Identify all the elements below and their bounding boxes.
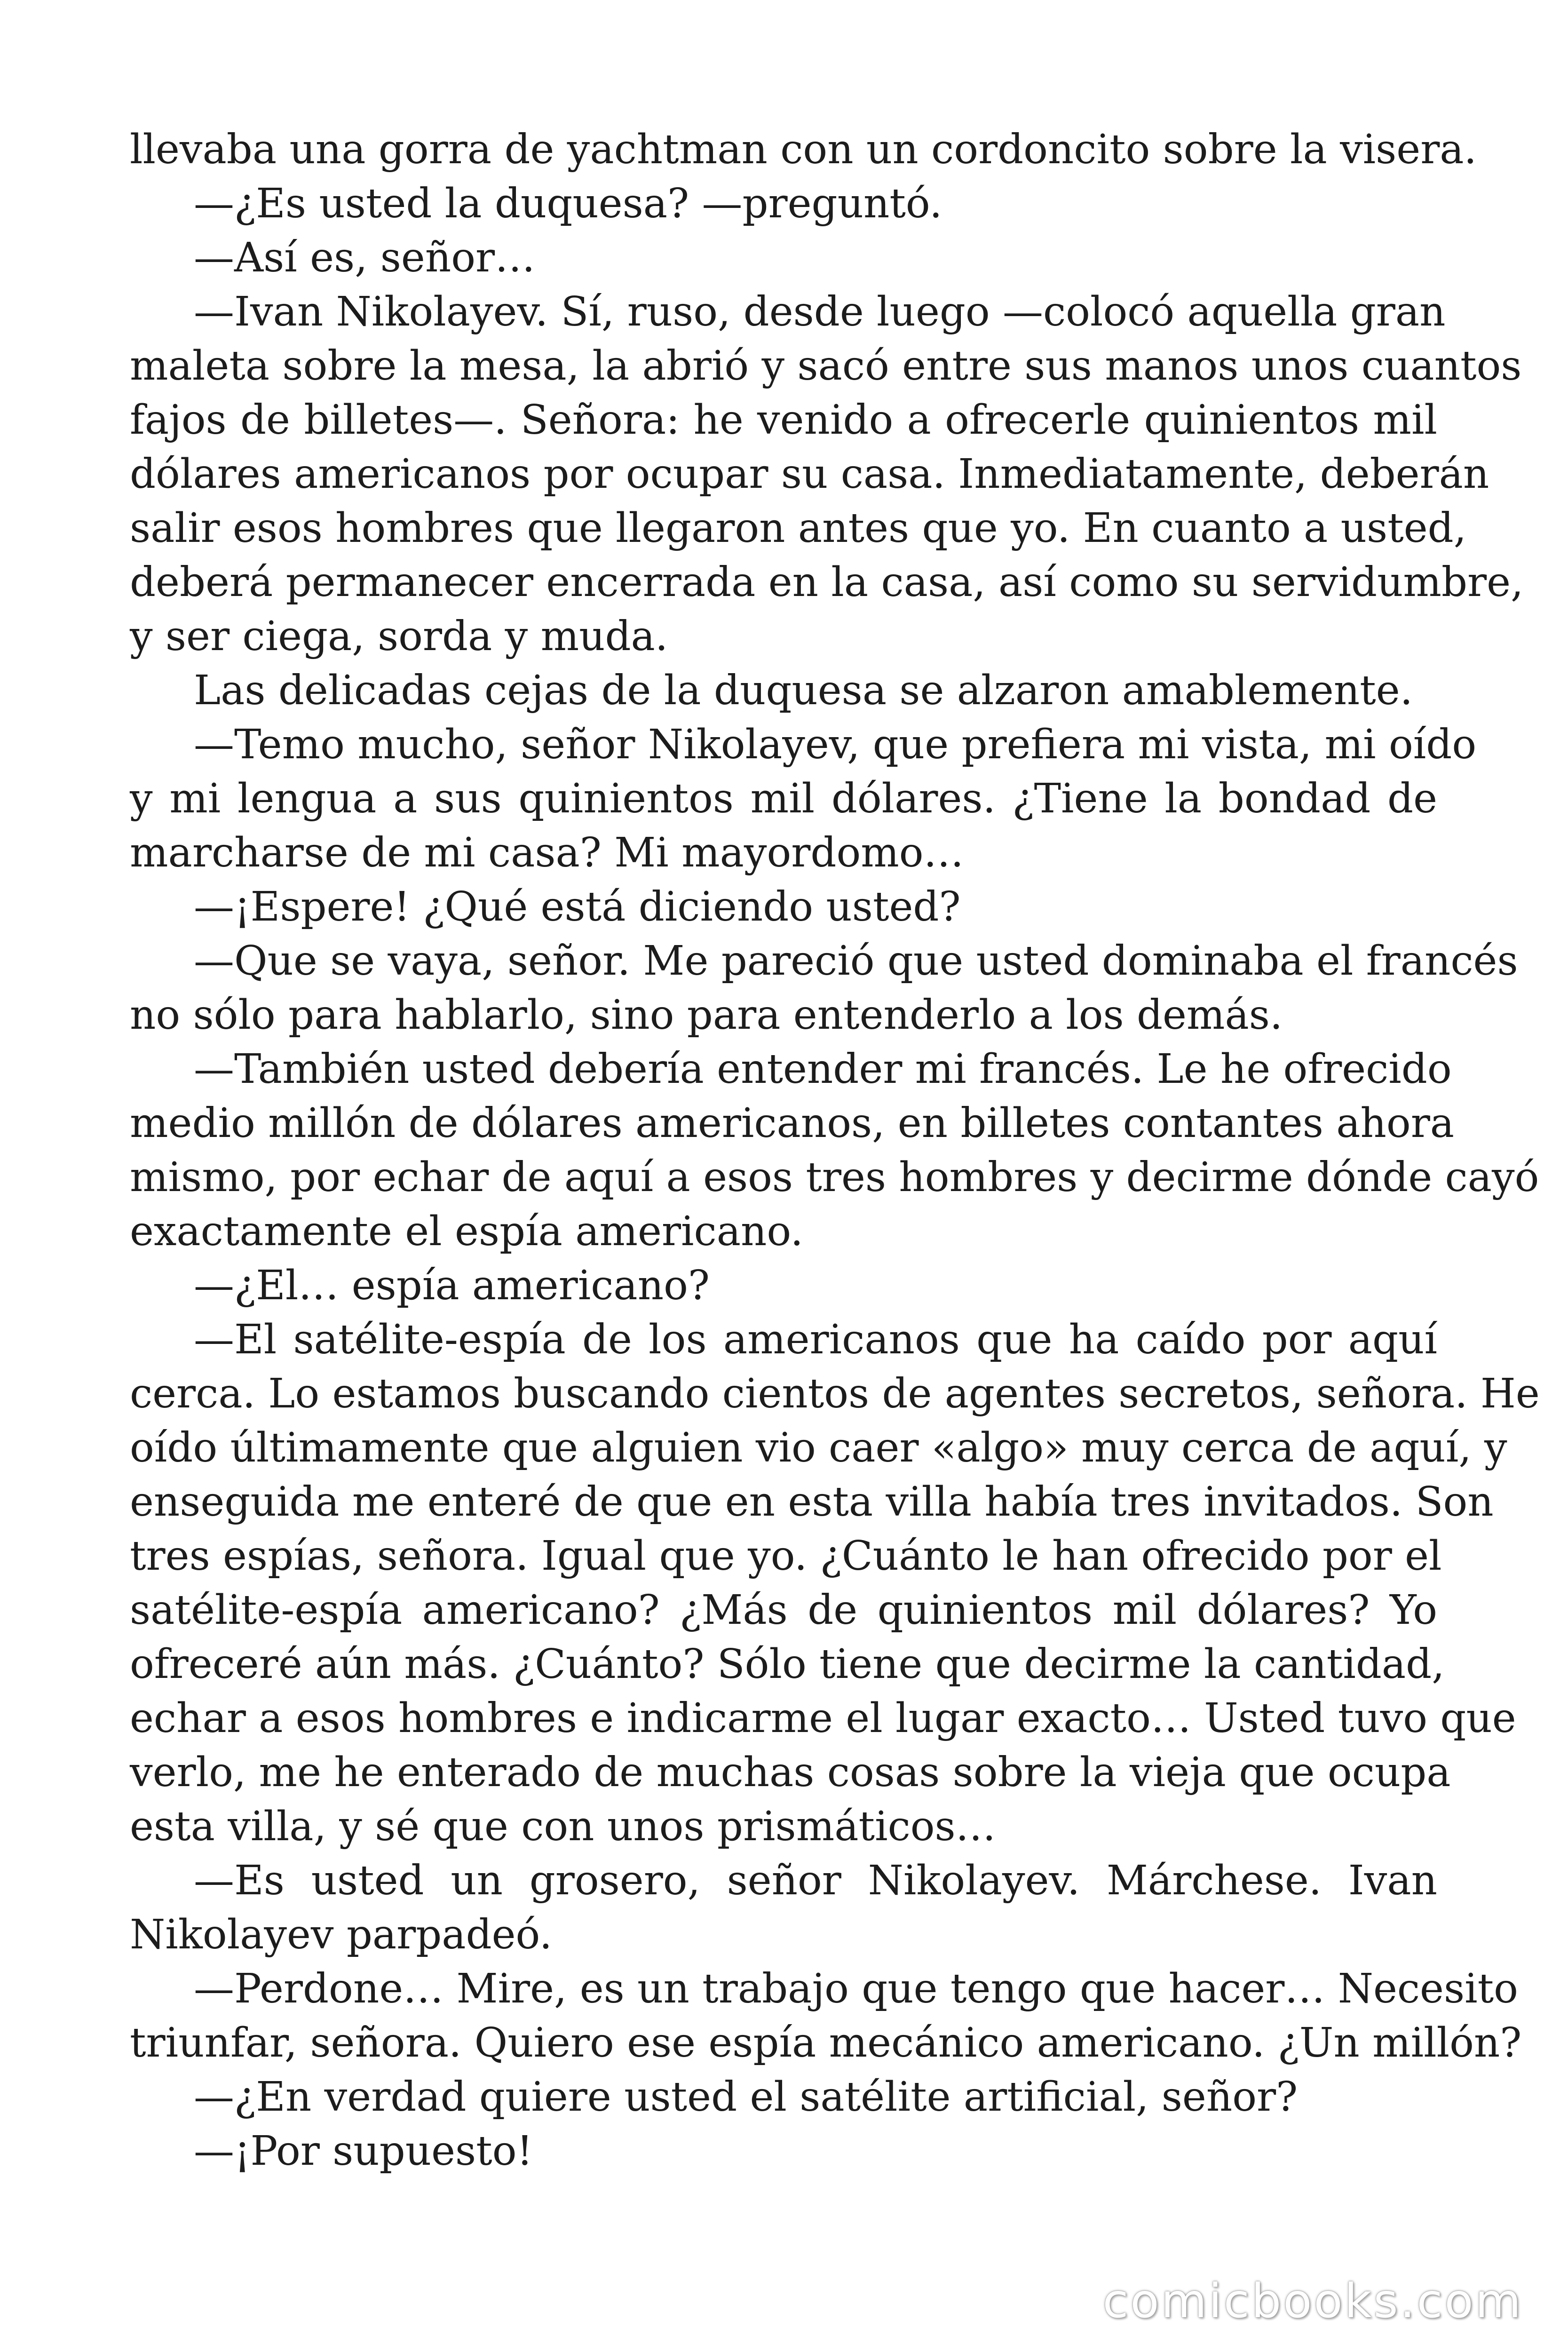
text-line: salir esos hombres que llegaron antes que yo. En cuanto a usted, — [130, 505, 1467, 552]
text-line: —Perdone… Mire, es un trabajo que tengo que hacer… Necesito — [194, 1965, 1518, 2012]
text-line: triunfar, señora. Quiero ese espía mecánico americano. ¿Un millón? — [130, 2019, 1522, 2066]
text-line: exactamente el espía americano. — [130, 1208, 803, 1255]
watermark-logo: comicbooks.com — [1102, 2273, 1523, 2328]
text-line: enseguida me enteré de que en esta villa había tres invitados. Son — [130, 1478, 1494, 1526]
text-line: y mi lengua a sus quinientos mil dólares. ¿Tiene la bondad de — [130, 775, 1437, 822]
text-line: cerca. Lo estamos buscando cientos de agentes secretos, señora. He — [130, 1370, 1540, 1417]
text-line: —¿En verdad quiere usted el satélite artificial, señor? — [194, 2074, 1298, 2121]
text-line: echar a esos hombres e indicarme el lugar exacto… Usted tuvo que — [130, 1695, 1516, 1742]
text-line: —¡Espere! ¿Qué está diciendo usted? — [194, 883, 961, 930]
text-line: —Que se vaya, señor. Me pareció que usted dominaba el francés — [194, 938, 1518, 985]
text-line: Las delicadas cejas de la duquesa se alzaron amablemente. — [194, 667, 1413, 714]
text-line: esta villa, y sé que con unos prismáticos… — [130, 1803, 996, 1850]
text-line: oído últimamente que alguien vio caer «algo» muy cerca de aquí, y — [130, 1424, 1507, 1471]
text-line: —Así es, señor… — [194, 234, 536, 281]
text-line: llevaba una gorra de yachtman con un cordoncito sobre la visera. — [130, 126, 1477, 173]
text-line: —¡Por supuesto! — [194, 2128, 533, 2175]
text-line: deberá permanecer encerrada en la casa, así como su servidumbre, — [130, 559, 1524, 606]
text-line: —¿El… espía americano? — [194, 1262, 710, 1309]
text-line: —Es usted un grosero, señor Nikolayev. Márchese. Ivan — [194, 1857, 1437, 1904]
text-line: verlo, me he enterado de muchas cosas sobre la vieja que ocupa — [130, 1749, 1451, 1796]
text-line: dólares americanos por ocupar su casa. Inmediatamente, deberán — [130, 451, 1489, 498]
text-line: —Temo mucho, señor Nikolayev, que prefiera mi vista, mi oído — [194, 721, 1477, 768]
text-line: fajos de billetes—. Señora: he venido a ofrecerle quinientos mil — [130, 397, 1437, 444]
text-line: no sólo para hablarlo, sino para entenderlo a los demás. — [130, 992, 1283, 1039]
text-line: ofreceré aún más. ¿Cuánto? Sólo tiene que decirme la cantidad, — [130, 1641, 1445, 1688]
text-line: Nikolayev parpadeó. — [130, 1911, 553, 1958]
text-line: maleta sobre la mesa, la abrió y sacó entre sus manos unos cuantos — [130, 342, 1522, 389]
text-line: medio millón de dólares americanos, en billetes contantes ahora — [130, 1100, 1455, 1147]
text-line: mismo, por echar de aquí a esos tres hombres y decirme dónde cayó — [130, 1154, 1539, 1201]
text-line: —También usted debería entender mi francés. Le he ofrecido — [194, 1046, 1452, 1093]
text-line: satélite-espía americano? ¿Más de quinientos mil dólares? Yo — [130, 1587, 1437, 1634]
text-line: marcharse de mi casa? Mi mayordomo… — [130, 829, 964, 876]
text-line: —¿Es usted la duquesa? —preguntó. — [194, 180, 942, 227]
text-line: —El satélite-espía de los americanos que ha caído por aquí — [194, 1316, 1437, 1363]
text-line: tres espías, señora. Igual que yo. ¿Cuánto le han ofrecido por el — [130, 1533, 1442, 1580]
text-line: —Ivan Nikolayev. Sí, ruso, desde luego —colocó aquella gran — [194, 288, 1446, 335]
text-line: y ser ciega, sorda y muda. — [130, 613, 668, 660]
